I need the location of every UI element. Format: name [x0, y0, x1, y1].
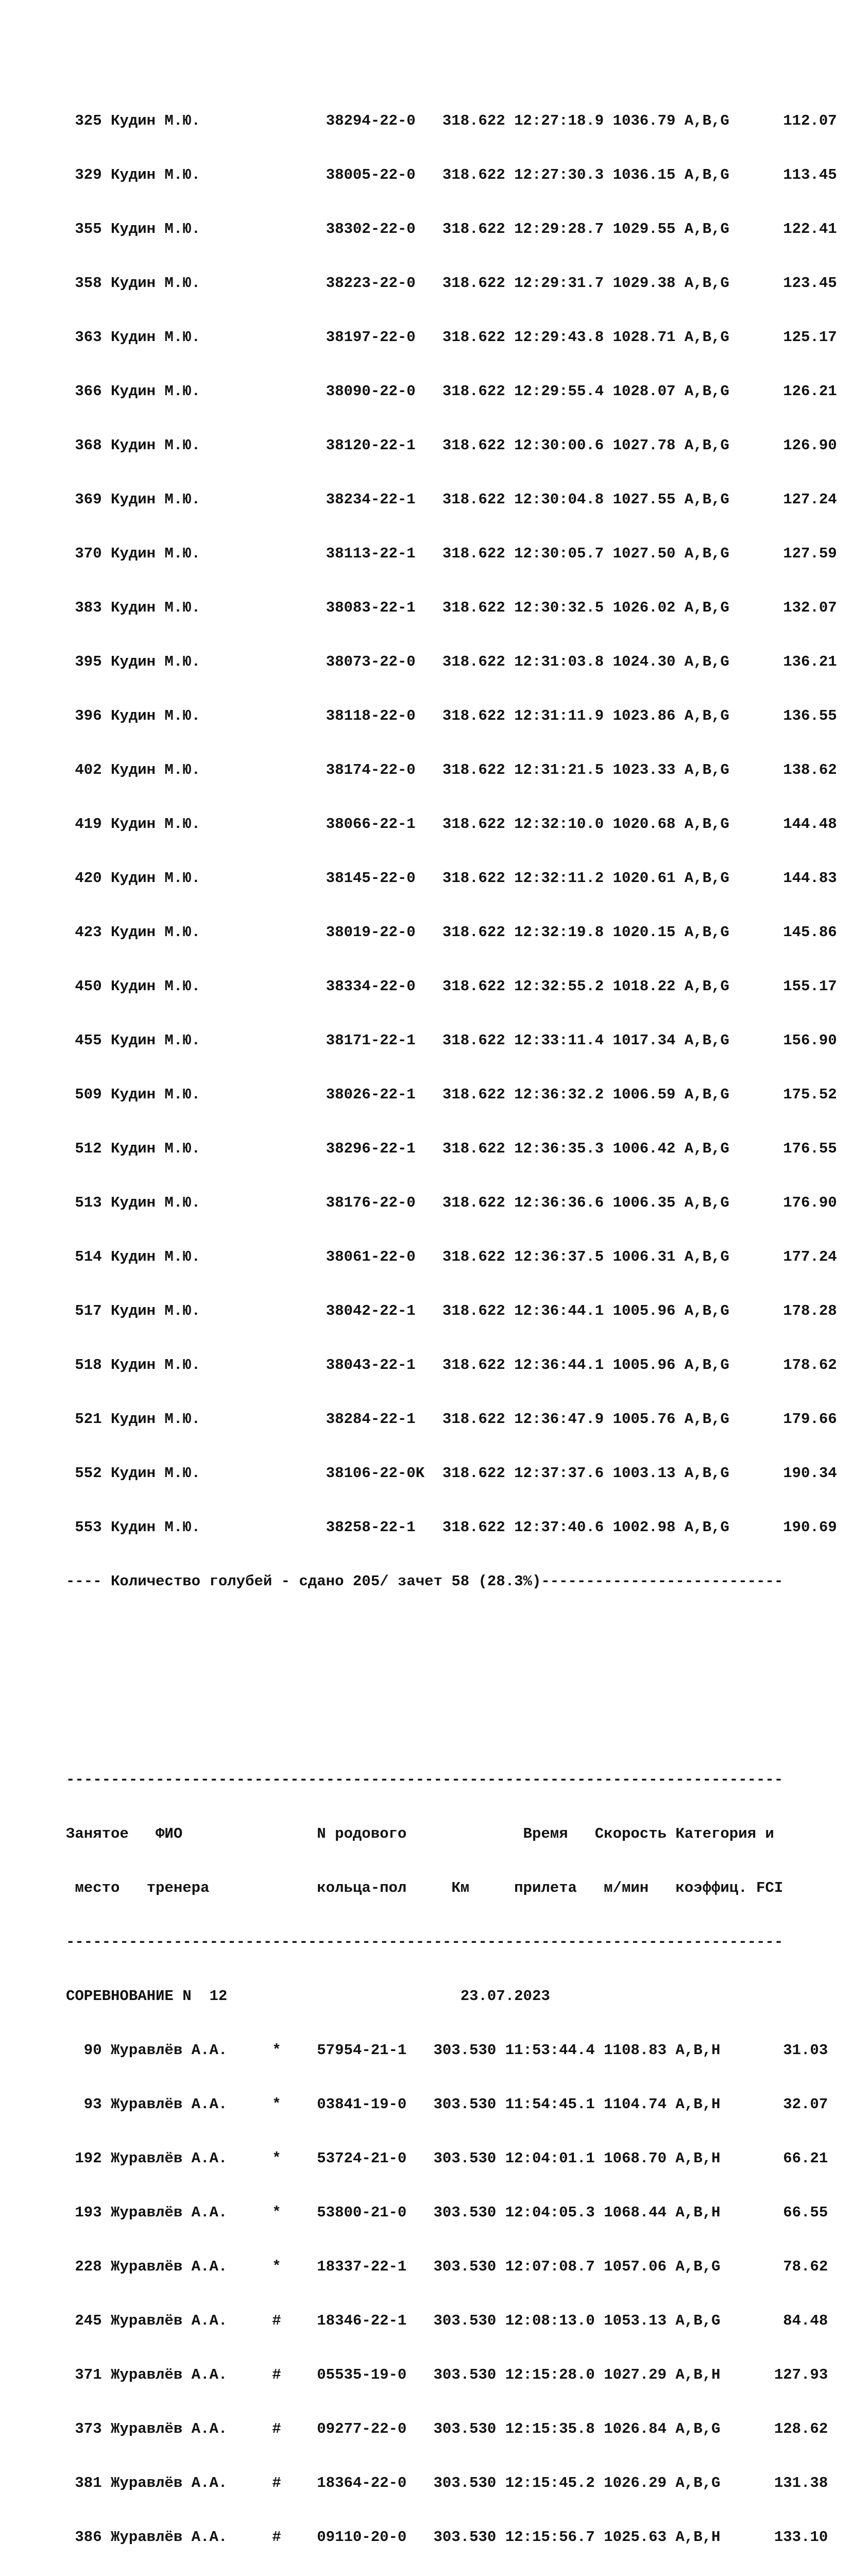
table-row: 381 Журавлёв А.А. # 18364-22-0 303.530 12:15:45.2 1026.29 A,B,G 131.38: [66, 2475, 828, 2492]
table-row: 325 Кудин М.Ю. 38294-22-0 318.622 12:27:18.9 1036.79 A,B,G 112.07: [66, 112, 837, 129]
competition-title: СОРЕВНОВАНИЕ N 12 23.07.2023: [66, 1988, 550, 2005]
blank-line: [66, 1626, 837, 1645]
table-row: 396 Кудин М.Ю. 38118-22-0 318.622 12:31:11.9 1023.86 A,B,G 136.55: [66, 707, 837, 724]
table-row: 93 Журавлёв А.А. * 03841-19-0 303.530 11:54:45.1 1104.74 A,B,H 32.07: [66, 2096, 828, 2113]
header-rule: --------------------------------------------------------------------------------: [66, 1934, 783, 1951]
header-rule: --------------------------------------------------------------------------------: [66, 1771, 783, 1788]
table-row: 370 Кудин М.Ю. 38113-22-1 318.622 12:30:05.7 1027.50 A,B,G 127.59: [66, 545, 837, 562]
table-row: 455 Кудин М.Ю. 38171-22-1 318.622 12:33:11.4 1017.34 A,B,G 156.90: [66, 1032, 837, 1049]
table-row: 193 Журавлёв А.А. * 53800-21-0 303.530 12:04:05.3 1068.44 A,B,H 66.55: [66, 2204, 828, 2221]
table-row: 518 Кудин М.Ю. 38043-22-1 318.622 12:36:44.1 1005.96 A,B,G 178.62: [66, 1357, 837, 1374]
table-row: 369 Кудин М.Ю. 38234-22-1 318.622 12:30:04.8 1027.55 A,B,G 127.24: [66, 491, 837, 508]
table-row: 395 Кудин М.Ю. 38073-22-0 318.622 12:31:03.8 1024.30 A,B,G 136.21: [66, 653, 837, 670]
table-row: 423 Кудин М.Ю. 38019-22-0 318.622 12:32:19.8 1020.15 A,B,G 145.86: [66, 924, 837, 941]
table-row: 371 Журавлёв А.А. # 05535-19-0 303.530 12:15:28.0 1027.29 A,B,H 127.93: [66, 2366, 828, 2383]
table-row: 553 Кудин М.Ю. 38258-22-1 318.622 12:37:40.6 1002.98 A,B,G 190.69: [66, 1519, 837, 1536]
results-report: [66, 58, 837, 2576]
table-row: 419 Кудин М.Ю. 38066-22-1 318.622 12:32:10.0 1020.68 A,B,G 144.48: [66, 816, 837, 833]
table-row: 450 Кудин М.Ю. 38334-22-0 318.622 12:32:55.2 1018.22 A,B,G 155.17: [66, 978, 837, 995]
table-row: 90 Журавлёв А.А. * 57954-21-1 303.530 11:53:44.4 1108.83 A,B,H 31.03: [66, 2042, 828, 2059]
table-row: 192 Журавлёв А.А. * 53724-21-0 303.530 12:04:01.1 1068.70 A,B,H 66.21: [66, 2150, 828, 2167]
table-row: 358 Кудин М.Ю. 38223-22-0 318.622 12:29:31.7 1029.38 A,B,G 123.45: [66, 275, 837, 292]
table-row: 509 Кудин М.Ю. 38026-22-1 318.622 12:36:32.2 1006.59 A,B,G 175.52: [66, 1086, 837, 1103]
table-row: 513 Кудин М.Ю. 38176-22-0 318.622 12:36:36.6 1006.35 A,B,G 176.90: [66, 1194, 837, 1211]
table-row: 368 Кудин М.Ю. 38120-22-1 318.622 12:30:00.6 1027.78 A,B,G 126.90: [66, 437, 837, 454]
column-header-line-2: место тренера кольца-пол Км прилета м/мин коэффиц. FCI: [66, 1879, 783, 1896]
table-row: 373 Журавлёв А.А. # 09277-22-0 303.530 12:15:35.8 1026.84 A,B,G 128.62: [66, 2420, 828, 2437]
table-row: 420 Кудин М.Ю. 38145-22-0 318.622 12:32:11.2 1020.61 A,B,G 144.83: [66, 870, 837, 887]
table-row: 329 Кудин М.Ю. 38005-22-0 318.622 12:27:30.3 1036.15 A,B,G 113.45: [66, 166, 837, 183]
table-row: 512 Кудин М.Ю. 38296-22-1 318.622 12:36:35.3 1006.42 A,B,G 176.55: [66, 1140, 837, 1157]
table-row: 517 Кудин М.Ю. 38042-22-1 318.622 12:36:44.1 1005.96 A,B,G 178.28: [66, 1302, 837, 1319]
table-row: 552 Кудин М.Ю. 38106-22-0K 318.622 12:37:37.6 1003.13 A,B,G 190.34: [66, 1465, 837, 1482]
table-row: 402 Кудин М.Ю. 38174-22-0 318.622 12:31:21.5 1023.33 A,B,G 138.62: [66, 761, 837, 778]
table-row: 383 Кудин М.Ю. 38083-22-1 318.622 12:30:32.5 1026.02 A,B,G 132.07: [66, 599, 837, 616]
section-summary: ---- Количество голубей - сдано 205/ зачет 58 (28.3%)---------------------------: [66, 1573, 783, 1590]
table-row: 514 Кудин М.Ю. 38061-22-0 318.622 12:36:37.5 1006.31 A,B,G 177.24: [66, 1248, 837, 1265]
column-header-line-1: Занятое ФИО N родового Время Скорость Категория и: [66, 1825, 774, 1842]
table-row: 245 Журавлёв А.А. # 18346-22-1 303.530 12:08:13.0 1053.13 A,B,G 84.48: [66, 2312, 828, 2329]
blank-line: [66, 1681, 837, 1699]
table-row: 386 Журавлёв А.А. # 09110-20-0 303.530 12:15:56.7 1025.63 A,B,H 133.10: [66, 2529, 828, 2546]
table-row: 363 Кудин М.Ю. 38197-22-0 318.622 12:29:43.8 1028.71 A,B,G 125.17: [66, 329, 837, 346]
table-row: 355 Кудин М.Ю. 38302-22-0 318.622 12:29:28.7 1029.55 A,B,G 122.41: [66, 221, 837, 238]
table-row: 228 Журавлёв А.А. * 18337-22-1 303.530 12:07:08.7 1057.06 A,B,G 78.62: [66, 2258, 828, 2275]
table-row: 521 Кудин М.Ю. 38284-22-1 318.622 12:36:47.9 1005.76 A,B,G 179.66: [66, 1411, 837, 1428]
table-row: 366 Кудин М.Ю. 38090-22-0 318.622 12:29:55.4 1028.07 A,B,G 126.21: [66, 383, 837, 400]
